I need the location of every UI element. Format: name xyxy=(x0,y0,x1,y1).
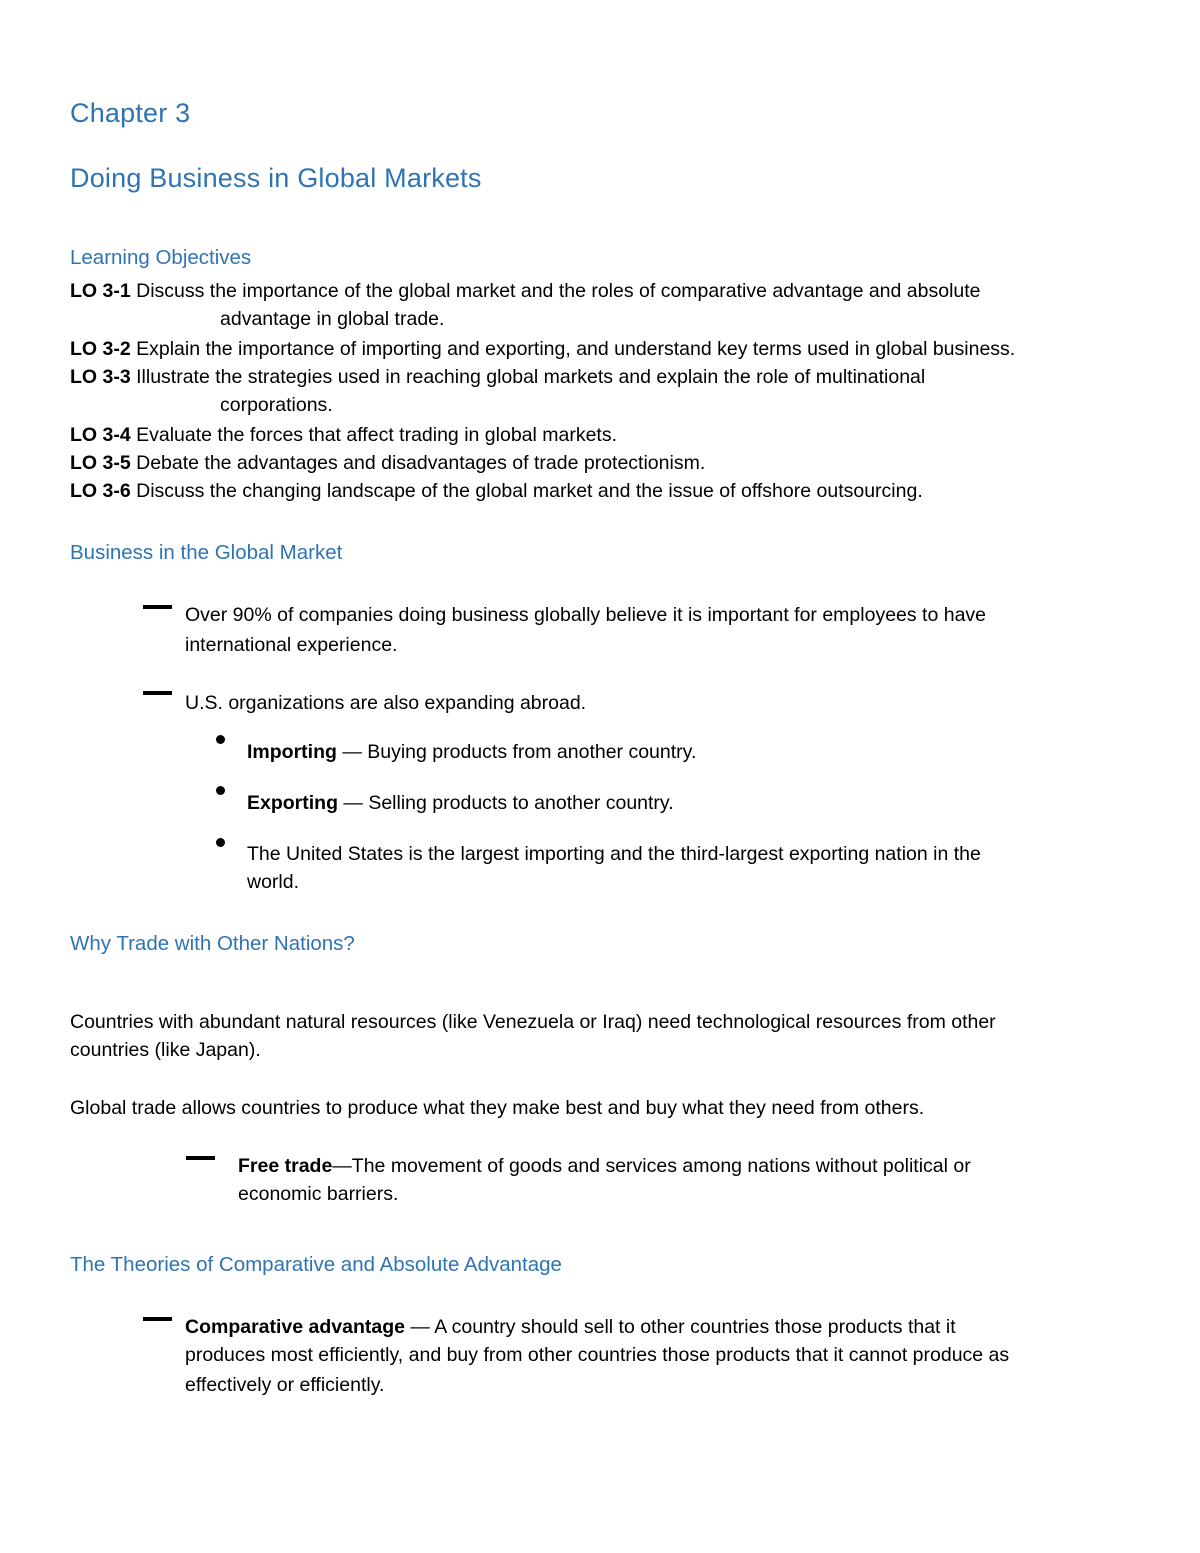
dot-bullet-icon xyxy=(216,838,225,847)
learning-objectives-heading: Learning Objectives xyxy=(70,246,252,269)
lo-item xyxy=(70,277,981,305)
bullet-text xyxy=(238,1152,971,1180)
lo-item xyxy=(70,335,1015,363)
lo-continuation: corporations. xyxy=(220,394,333,416)
bullet-text xyxy=(185,1313,956,1341)
dash-bullet-icon xyxy=(143,691,172,695)
lo-code: LO 3-6 xyxy=(70,480,131,502)
definition: — Buying products from another country. xyxy=(336,741,697,763)
paragraph: countries (like Japan). xyxy=(70,1039,261,1061)
sub-bullet-text xyxy=(247,789,674,817)
lo-text: Discuss the changing landscape of the global market and the issue of offshore outsourcing. xyxy=(130,480,923,502)
lo-item xyxy=(70,421,617,449)
bullet-text: produces most efficiently, and buy from other countries those products that it cannot produce as xyxy=(185,1344,1010,1366)
lo-code: LO 3-5 xyxy=(70,452,131,474)
sub-bullet-text xyxy=(247,738,696,766)
bullet-text: international experience. xyxy=(185,634,398,656)
bullet-text: effectively or efficiently. xyxy=(185,1374,385,1396)
lo-code: LO 3-3 xyxy=(70,366,131,388)
bullet-text: Over 90% of companies doing business globally believe it is important for employees to have xyxy=(185,604,987,626)
lo-text: Discuss the importance of the global market and the roles of comparative advantage and absolute xyxy=(130,280,981,302)
lo-code: LO 3-2 xyxy=(70,338,131,360)
page-title: Doing Business in Global Markets xyxy=(70,163,482,193)
global-market-heading: Business in the Global Market xyxy=(70,541,343,564)
dot-bullet-icon xyxy=(216,786,225,795)
lo-item xyxy=(70,363,925,391)
definition: — Selling products to another country. xyxy=(338,792,674,814)
term: Comparative advantage xyxy=(185,1316,405,1338)
lo-item xyxy=(70,477,923,505)
lo-text: Illustrate the strategies used in reaching global markets and explain the role of multinational xyxy=(130,366,926,388)
lo-item xyxy=(70,449,705,477)
dash-bullet-icon xyxy=(186,1156,215,1160)
dot-bullet-icon xyxy=(216,735,225,744)
bullet-text: U.S. organizations are also expanding abroad. xyxy=(185,692,587,714)
theories-heading: The Theories of Comparative and Absolute Advantage xyxy=(70,1253,562,1276)
dash-bullet-icon xyxy=(143,1317,172,1321)
paragraph: Countries with abundant natural resources (like Venezuela or Iraq) need technological resources from other xyxy=(70,1011,996,1033)
lo-code: LO 3-4 xyxy=(70,424,131,446)
paragraph: Global trade allows countries to produce what they make best and buy what they need from others. xyxy=(70,1097,925,1119)
bullet-text: economic barriers. xyxy=(238,1183,399,1205)
sub-bullet-text: world. xyxy=(247,871,300,893)
lo-code: LO 3-1 xyxy=(70,280,131,302)
lo-text: Debate the advantages and disadvantages of trade protectionism. xyxy=(130,452,706,474)
dash-bullet-icon xyxy=(143,605,172,609)
term: Free trade xyxy=(238,1155,333,1177)
sub-bullet-text: The United States is the largest importing and the third-largest exporting nation in the xyxy=(247,843,981,865)
term: Exporting xyxy=(247,792,338,814)
definition: — A country should sell to other countries those products that it xyxy=(405,1316,956,1338)
lo-text: Explain the importance of importing and exporting, and understand key terms used in global business. xyxy=(130,338,1016,360)
why-trade-heading: Why Trade with Other Nations? xyxy=(70,932,355,955)
term: Importing xyxy=(247,741,337,763)
definition: —The movement of goods and services among nations without political or xyxy=(332,1155,971,1177)
lo-continuation: advantage in global trade. xyxy=(220,308,445,330)
lo-text: Evaluate the forces that affect trading in global markets. xyxy=(130,424,618,446)
chapter-label: Chapter 3 xyxy=(70,98,191,128)
